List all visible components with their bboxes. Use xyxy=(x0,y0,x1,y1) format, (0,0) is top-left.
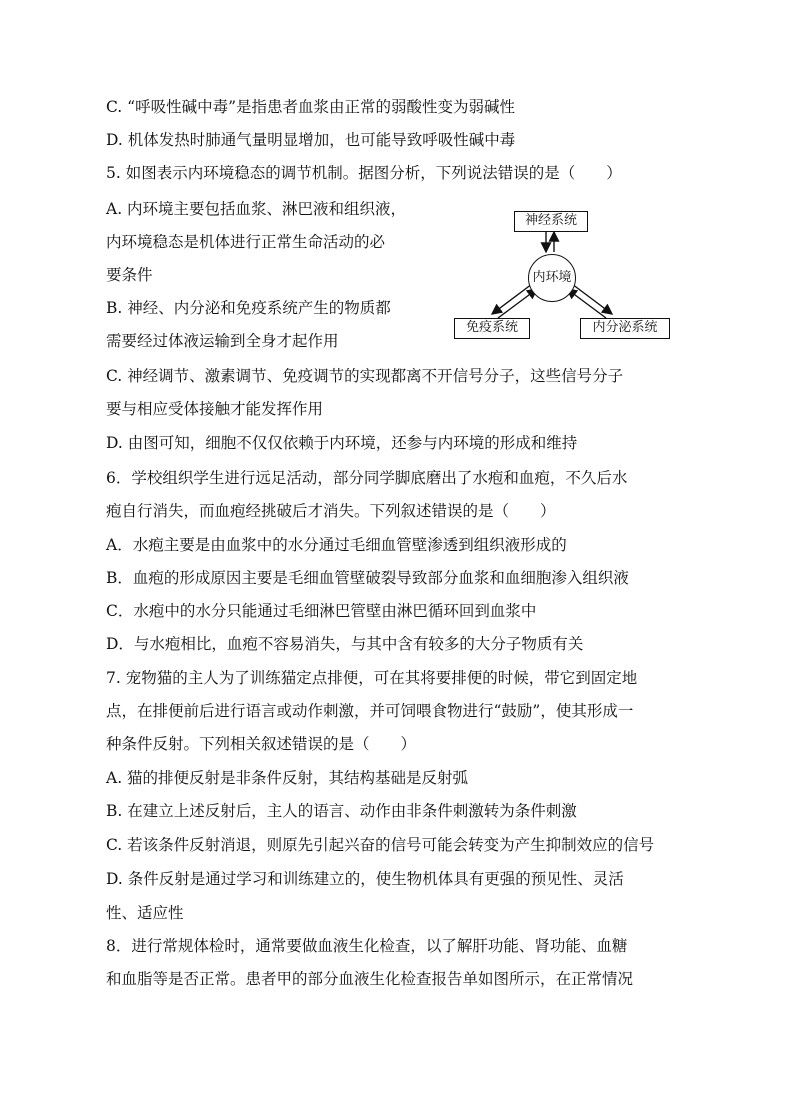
option-b-q7: B. 在建立上述反射后，主人的语言、动作由非条件刺激转为条件刺激 xyxy=(106,802,577,820)
option-c-q4: C. “呼吸性碱中毒”是指患者血浆由正常的弱酸性变为弱碱性 xyxy=(106,98,516,116)
option-d-q4: D. 机体发热时肺通气量明显增加，也可能导致呼吸性碱中毒 xyxy=(106,131,516,149)
option-d-q6: D．与水疱相比，血疱不容易消失，与其中含有较多的大分子物质有关 xyxy=(106,635,584,653)
question-7-stem-line3: 种条件反射。下列相关叙述错误的是（ ） xyxy=(106,735,417,753)
regulation-diagram xyxy=(448,200,688,350)
option-c-q6: C．水疱中的水分只能通过毛细淋巴管壁由淋巴循环回到血浆中 xyxy=(106,602,537,620)
arrow-center-to-immune xyxy=(492,284,532,314)
arrow-endocrine-to-center xyxy=(567,289,606,318)
option-d-q5: D. 由图可知，细胞不仅仅依赖于内环境，还参与内环境的形成和维持 xyxy=(106,434,578,452)
internal-environment-circle: 内环境 xyxy=(528,254,576,302)
arrow-center-to-endocrine xyxy=(572,284,612,314)
question-6-stem-line2: 疱自行消失，而血疱经挑破后才消失。下列叙述错误的是（ ） xyxy=(106,502,556,520)
question-5-stem: 5. 如图表示内环境稳态的调节机制。据图分析，下列说法错误的是（ ） xyxy=(106,164,622,182)
nervous-system-box: 神经系统 xyxy=(514,211,588,232)
question-8-stem-line2: 和血脂等是否正常。患者甲的部分血液生化检查报告单如图所示，在正常情况 xyxy=(106,970,634,988)
option-a-q6: A．水疱主要是由血浆中的水分通过毛细血管壁渗透到组织液形成的 xyxy=(106,536,567,554)
option-c-q5-line2: 要与相应受体接触才能发挥作用 xyxy=(106,400,324,418)
option-d-q7-line2: 性、适应性 xyxy=(106,904,184,922)
option-a-q5-line1: A. 内环境主要包括血浆、淋巴液和组织液， xyxy=(106,200,407,218)
option-b-q5-line1: B. 神经、内分泌和免疫系统产生的物质都 xyxy=(106,299,391,317)
question-6-stem-line1: 6．学校组织学生进行远足活动，部分同学脚底磨出了水疱和血疱，不久后水 xyxy=(106,469,628,487)
option-c-q5-line1: C. 神经调节、激素调节、免疫调节的实现都离不开信号分子，这些信号分子 xyxy=(106,367,624,385)
immune-system-box: 免疫系统 xyxy=(454,318,530,339)
question-7-stem-line2: 点，在排便前后进行语言或动作刺激，并可饲喂食物进行“鼓励”，使其形成一 xyxy=(106,702,634,720)
question-7-stem-line1: 7. 宠物猫的主人为了训练猫定点排便，可在其将要排便的时候，带它到固定地 xyxy=(106,669,638,687)
option-a-q7: A. 猫的排便反射是非条件反射，其结构基础是反射弧 xyxy=(106,769,469,787)
option-b-q5-line2: 需要经过体液运输到全身才起作用 xyxy=(106,332,339,350)
option-b-q6: B．血疱的形成原因主要是毛细血管壁破裂导致部分血浆和血细胞渗入组织液 xyxy=(106,569,629,587)
option-a-q5-line2: 内环境稳态是机体进行正常生命活动的必 xyxy=(106,233,386,251)
endocrine-system-box: 内分泌系统 xyxy=(580,318,670,339)
option-d-q7-line1: D. 条件反射是通过学习和训练建立的，使生物机体具有更强的预见性、灵活 xyxy=(106,870,624,888)
arrow-immune-to-center xyxy=(498,289,537,318)
question-8-stem-line1: 8．进行常规体检时，通常要做血液生化检查，以了解肝功能、肾功能、血糖 xyxy=(106,937,628,955)
option-a-q5-line3: 要条件 xyxy=(106,266,153,284)
option-c-q7: C. 若该条件反射消退，则原先引起兴奋的信号可能会转变为产生抑制效应的信号 xyxy=(106,836,655,854)
